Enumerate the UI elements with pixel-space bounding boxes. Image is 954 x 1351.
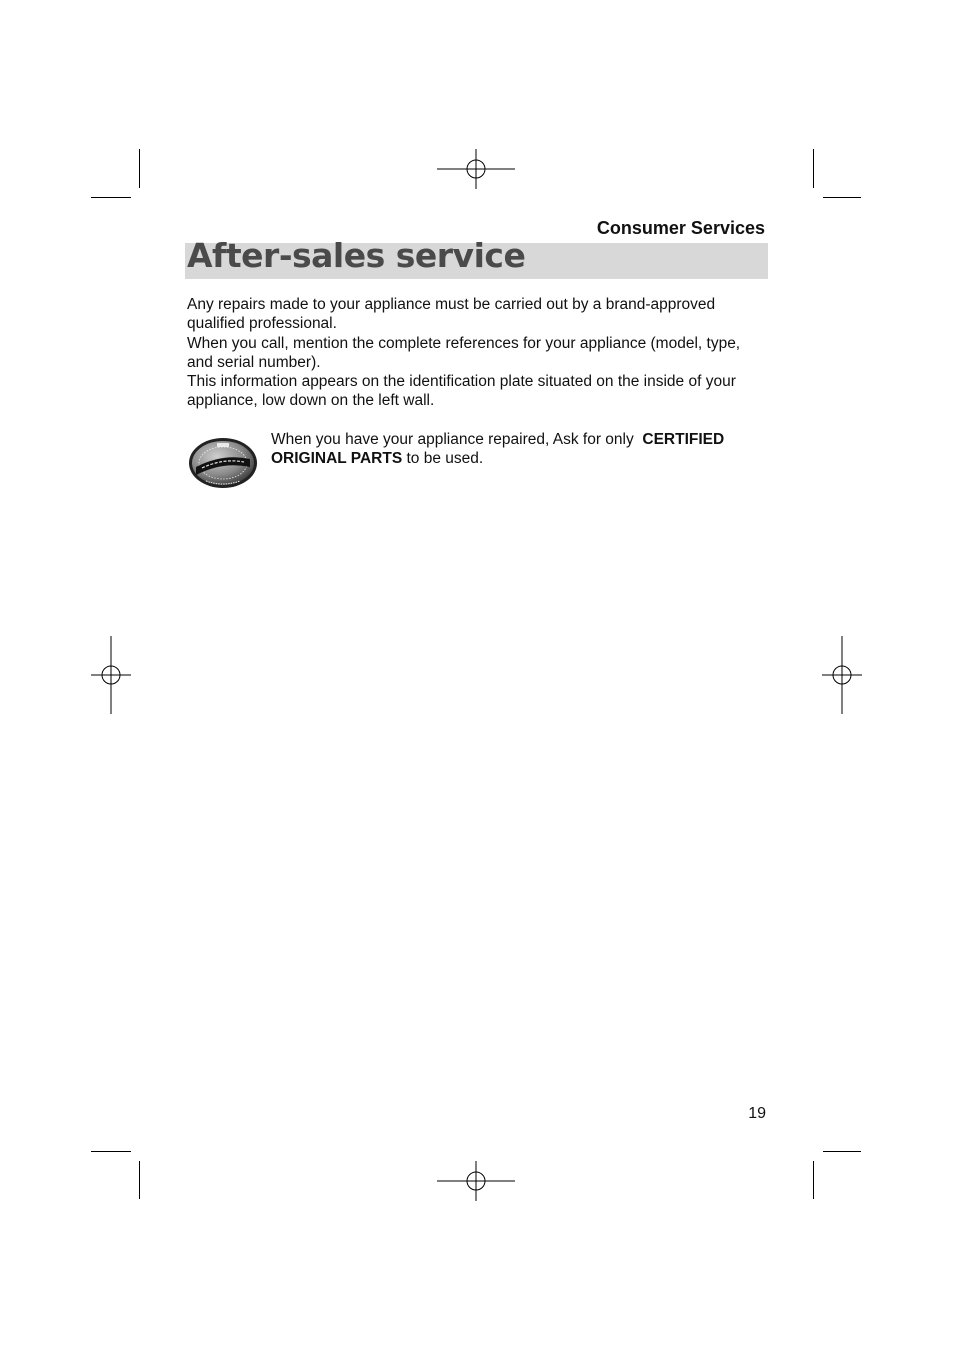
crop-mark bbox=[813, 1161, 814, 1199]
registration-mark-icon bbox=[91, 636, 131, 714]
crop-mark bbox=[813, 149, 814, 188]
crop-mark bbox=[91, 197, 131, 198]
note-emphasis: CERTIFIED ORIGINAL PARTS bbox=[271, 431, 725, 468]
paragraph: Any repairs made to your appliance must be carried out by a brand-approved qualified professional. bbox=[187, 296, 716, 333]
crop-mark bbox=[91, 1151, 131, 1152]
certified-parts-seal-icon bbox=[188, 437, 258, 489]
crop-mark bbox=[823, 197, 861, 198]
paragraph: When you call, mention the complete references for your appliance (model, type, and serial number). bbox=[187, 334, 741, 371]
note-text: When you have your appliance repaired, Ask for only bbox=[271, 431, 634, 448]
registration-mark-icon bbox=[822, 636, 862, 714]
crop-mark bbox=[823, 1151, 861, 1152]
paragraph: This information appears on the identification plate situated on the inside of your appliance, low down on the left wall. bbox=[187, 373, 736, 410]
page-number: 19 bbox=[748, 1105, 766, 1122]
page-title: After-sales service bbox=[187, 236, 526, 275]
registration-mark-icon bbox=[437, 1161, 515, 1201]
section-label: Consumer Services bbox=[596, 218, 765, 238]
registration-mark-icon bbox=[437, 149, 515, 189]
body-text bbox=[187, 295, 769, 411]
crop-mark bbox=[139, 149, 140, 188]
crop-mark bbox=[139, 1161, 140, 1199]
certified-parts-note bbox=[271, 430, 761, 469]
note-text: to be used. bbox=[406, 450, 484, 468]
